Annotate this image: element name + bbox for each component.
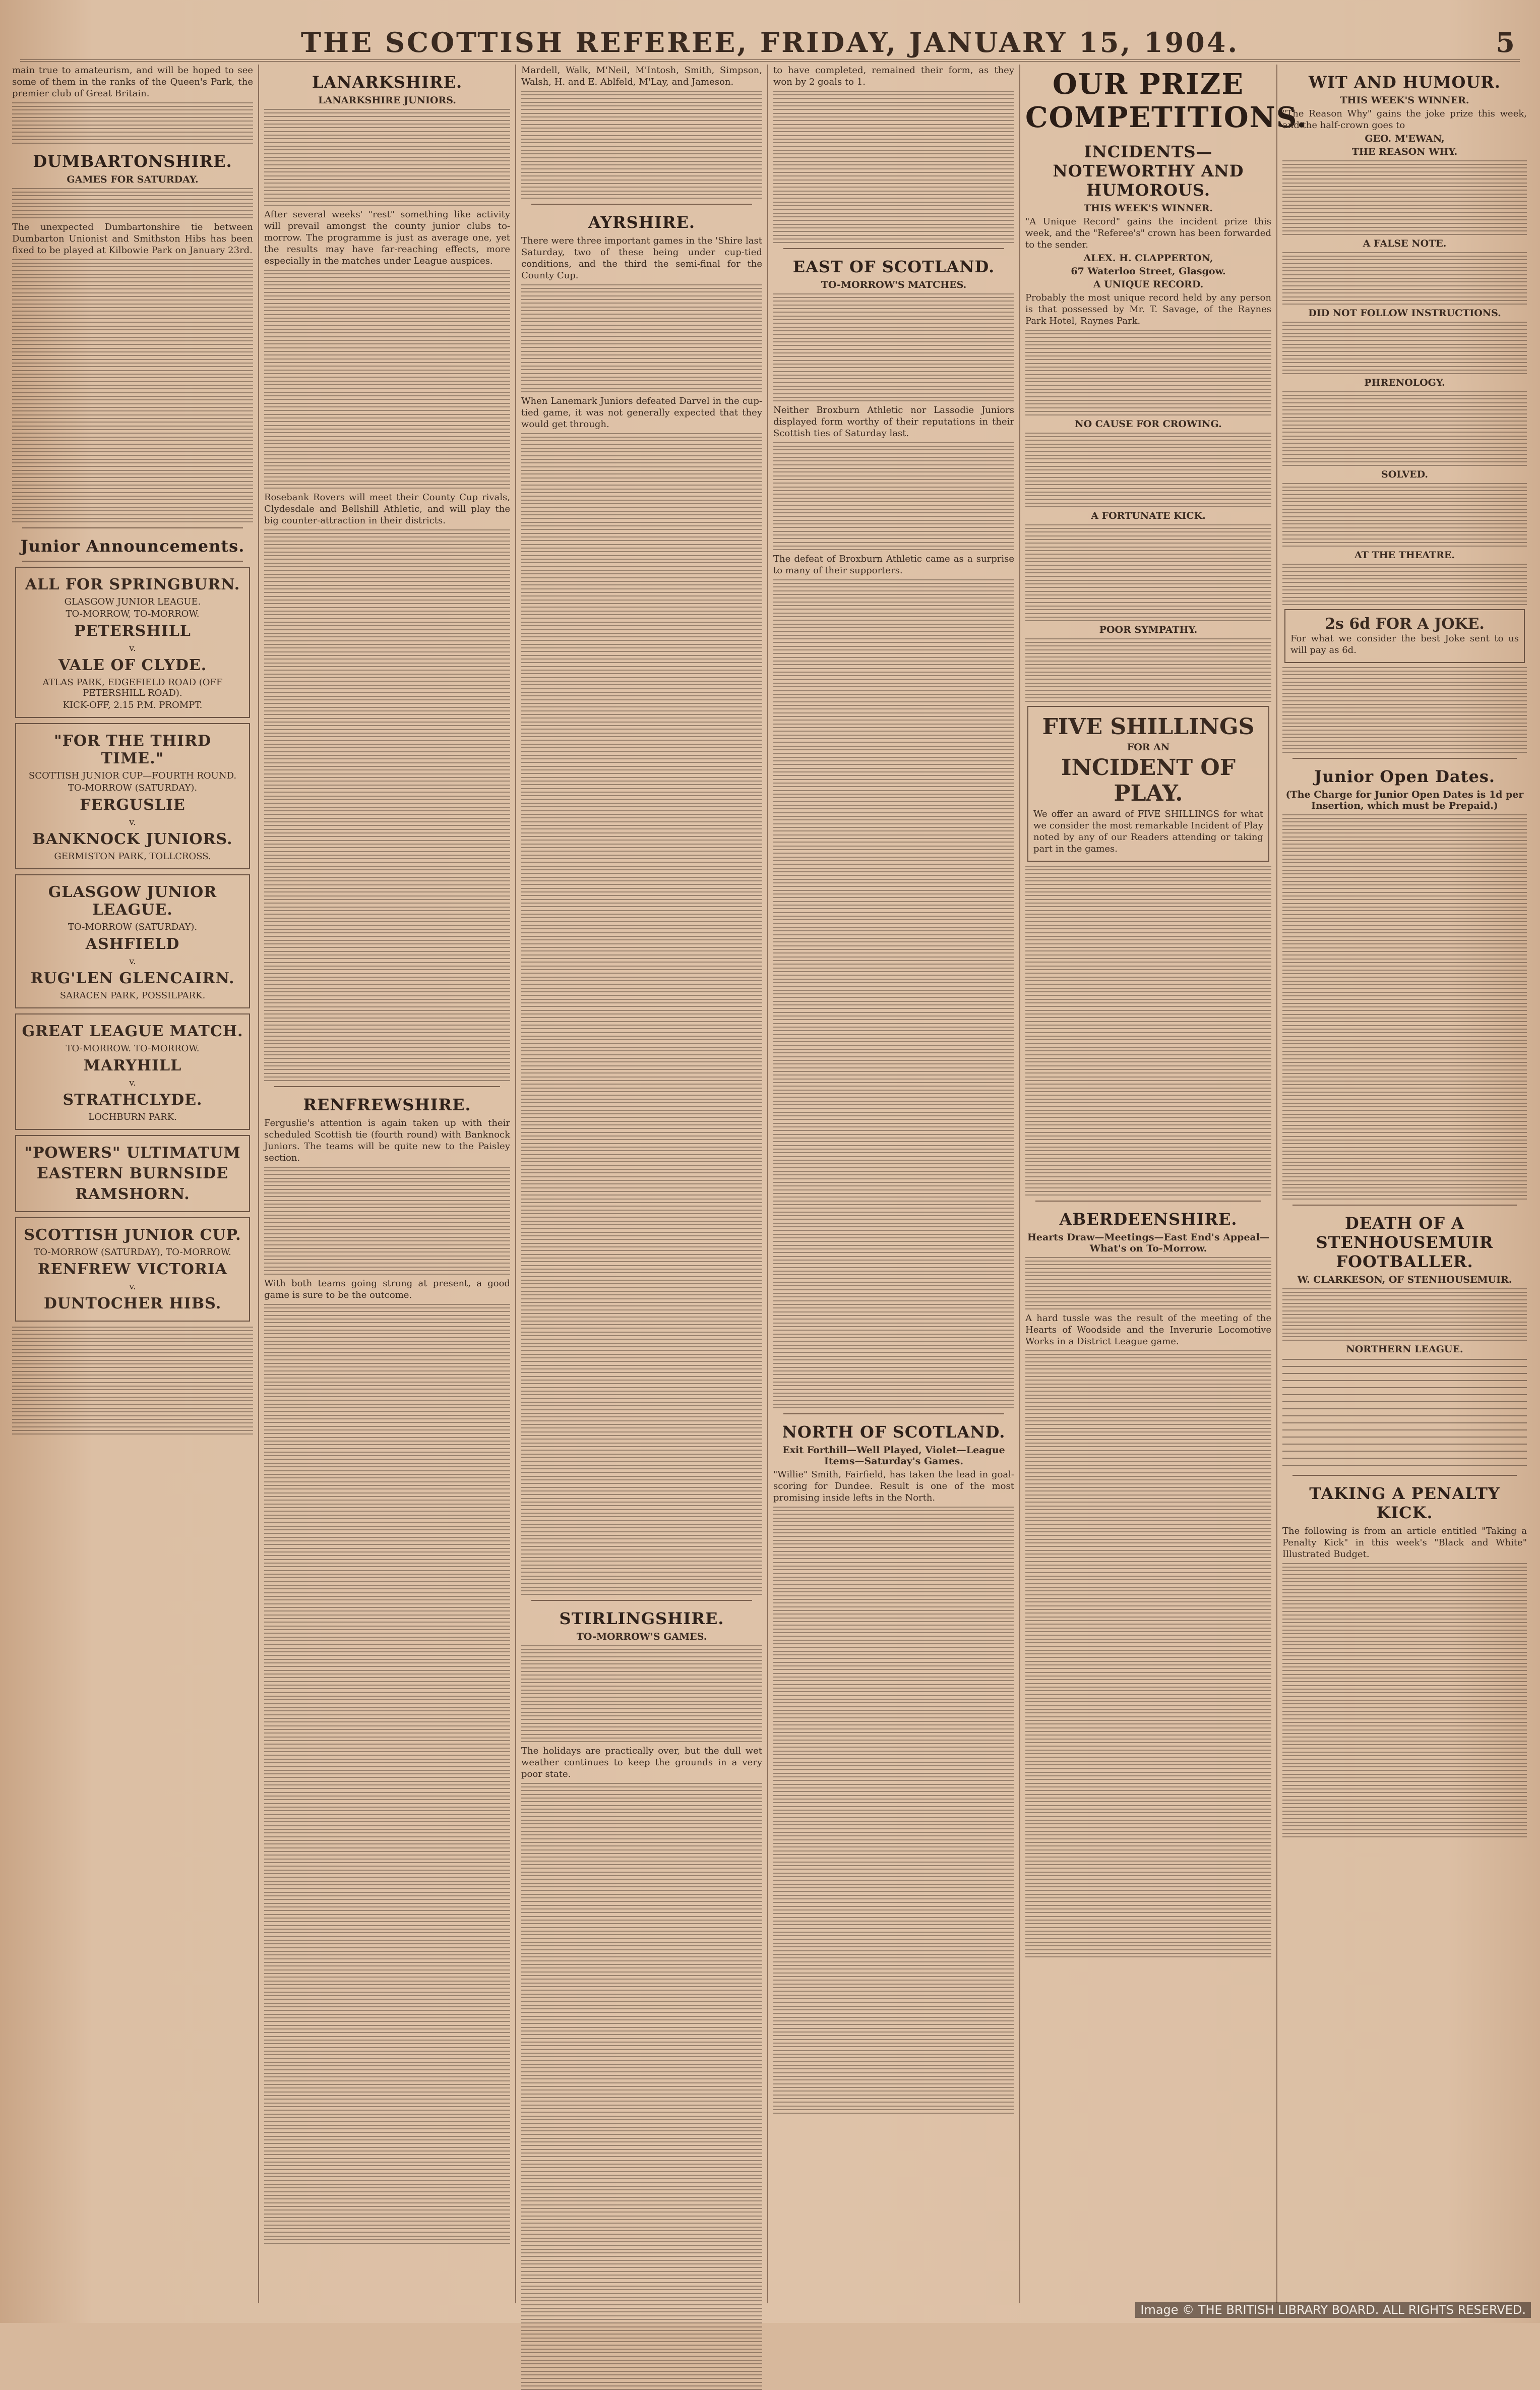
advert-line: TO-MORROW (SATURDAY). (68, 922, 198, 932)
subheading: THIS WEEK'S WINNER. (1083, 203, 1213, 214)
advert-team: MARYHILL (83, 1057, 182, 1074)
advert-venue: GERMISTON PARK, TOLLCROSS. (54, 851, 211, 862)
advert-versus: v. (129, 817, 136, 827)
winner-address: 67 Waterloo Street, Glasgow. (1071, 266, 1226, 277)
advert-line: TO-MORROW (SATURDAY), TO-MORROW. (34, 1247, 231, 1258)
subheading: SOLVED. (1381, 469, 1428, 480)
column-1 (7, 65, 259, 2303)
advert-scottish-junior-cup (15, 1217, 250, 1322)
article-text: Ferguslie's attention is again taken up with their scheduled Scottish tie (fourth round) with Banknock Juniors. The teams will be quite new to the Paisley section. (264, 1118, 510, 1163)
article-text: The unexpected Dumbartonshire tie between Dumbarton Unionist and Smithston Hibs has been fixed to be played at Kilbowie Park on January 23rd. (12, 222, 253, 256)
article-text: "The Reason Why" gains the joke prize this week, and the half-crown goes to (1282, 108, 1527, 131)
advert-kickoff: KICK-OFF, 2.15 P.M. PROMPT. (63, 700, 203, 710)
subheading: TO-MORROW'S MATCHES. (821, 279, 967, 290)
section-heading: AYRSHIRE. (588, 213, 696, 232)
advert-versus: v. (129, 1078, 136, 1088)
subheading: (The Charge for Junior Open Dates is 1d per Insertion, which must be Prepaid.) (1285, 789, 1524, 811)
advert-team: VALE OF CLYDE. (58, 656, 207, 674)
section-heading: WIT AND HUMOUR. (1309, 73, 1501, 92)
column-5 (1020, 65, 1308, 2303)
article-text: Mardell, Walk, M'Neil, M'Intosh, Smith, Simpson, Walsh, H. and E. Ablfeld, M'Lay, and Jameson. (521, 65, 762, 87)
advert-team: ASHFIELD (85, 935, 180, 953)
advert-springburn (15, 567, 250, 718)
section-heading: Junior Open Dates. (1314, 767, 1495, 786)
advert-team: RENFREW VICTORIA (37, 1261, 228, 1278)
advert-team: STRATHCLYDE. (63, 1091, 203, 1109)
advert-venue: ATLAS PARK, EDGEFIELD ROAD (OFF PETERSHILL ROAD). (42, 677, 223, 698)
subheading: NORTHERN LEAGUE. (1346, 1344, 1463, 1355)
subheading: NO CAUSE FOR CROWING. (1075, 419, 1222, 430)
article-text: "A Unique Record" gains the incident prize this week, and the "Referee's" crown has been forwarded to the sender. (1025, 216, 1271, 250)
advert-team: BANKNOCK JUNIORS. (32, 830, 233, 848)
article-text: There were three important games in the 'Shire last Saturday, two of these being under cup-tied conditions, and the third the semi-final for the County Cup. (521, 235, 762, 281)
advert-title: GLASGOW JUNIOR LEAGUE. (48, 883, 217, 919)
advert-line: TO-MORROW. TO-MORROW. (66, 1043, 200, 1054)
advert-team: RUG'LEN GLENCAIRN. (30, 970, 235, 987)
article-text: When Lanemark Juniors defeated Darvel in the cup-tied game, it was not generally expected that they would get through. (521, 396, 762, 430)
section-heading: INCIDENTS—NOTEWORTHY AND HUMOROUS. (1053, 142, 1244, 200)
advert-team: FERGUSLIE (80, 796, 186, 814)
article-text: A hard tussle was the result of the meeting of the Hearts of Woodside and the Inverurie Locomotive Works in a District League game. (1025, 1313, 1271, 1347)
advert-venue: SARACEN PARK, POSSILPARK. (59, 990, 206, 1001)
advert-powers (15, 1135, 250, 1212)
section-heading: LANARKSHIRE. (312, 73, 463, 92)
copyright-credit: Image © THE BRITISH LIBRARY BOARD. ALL RIGHTS RESERVED. (1135, 2302, 1531, 2318)
notice-title: INCIDENT OF PLAY. (1061, 755, 1236, 806)
prize-competitions-heading: OUR PRIZE COMPETITIONS. (1025, 68, 1308, 134)
subheading: POOR SYMPATHY. (1099, 624, 1198, 635)
subheading: A FALSE NOTE. (1363, 238, 1447, 249)
section-heading: TAKING A PENALTY KICK. (1309, 1484, 1500, 1522)
subheading: DID NOT FOLLOW INSTRUCTIONS. (1308, 308, 1501, 319)
masthead (20, 26, 1520, 62)
notice-title: 2s 6d FOR A JOKE. (1325, 615, 1485, 633)
page-number: 5 (1496, 26, 1515, 58)
advert-team: RAMSHORN. (75, 1185, 190, 1203)
article-text: The following is from an article entitled "Taking a Penalty Kick" in this week's "Black and White" Illustrated Budget. (1282, 1526, 1527, 1560)
subheading: TO-MORROW'S GAMES. (576, 1631, 707, 1642)
subheading: THIS WEEK'S WINNER. (1340, 95, 1469, 106)
advert-versus: v. (129, 1281, 136, 1292)
section-heading: NORTH OF SCOTLAND. (782, 1422, 1006, 1442)
section-heading: DEATH OF A STENHOUSEMUIR FOOTBALLER. (1316, 1214, 1494, 1271)
section-heading: STIRLINGSHIRE. (559, 1609, 724, 1628)
advert-third-time (15, 723, 250, 869)
article-text: The holidays are practically over, but the dull wet weather continues to keep the grounds in a very poor state. (521, 1746, 762, 1779)
advert-title: SCOTTISH JUNIOR CUP. (24, 1226, 241, 1244)
masthead-title: THE SCOTTISH REFEREE, FRIDAY, JANUARY 15, 1904. (300, 26, 1240, 58)
advert-team: EASTERN BURNSIDE (36, 1165, 229, 1182)
advert-line: TO-MORROW (SATURDAY). (68, 783, 198, 793)
notice-text: We offer an award of FIVE SHILLINGS for what we consider the most remarkable Incident of Play noted by any of our Readers attending or taking part in the games. (1033, 809, 1263, 854)
article-text: Neither Broxburn Athletic nor Lassodie Juniors displayed form worthy of their reputations in their Scottish ties of Saturday last. (773, 405, 1014, 439)
subheading: THE REASON WHY. (1351, 146, 1458, 157)
advert-line: TO-MORROW, TO-MORROW. (66, 609, 200, 619)
subheading: GAMES FOR SATURDAY. (67, 174, 199, 185)
article-text: to have completed, remained their form, as they won by 2 goals to 1. (773, 65, 1014, 87)
advert-versus: v. (129, 956, 136, 967)
joke-prize-notice (1284, 609, 1525, 663)
notice-title: FIVE SHILLINGS (1042, 714, 1255, 740)
subheading: LANARKSHIRE JUNIORS. (318, 95, 456, 106)
advert-title: "POWERS" ULTIMATUM (24, 1144, 241, 1162)
article-text: Rosebank Rovers will meet their County Cup rivals, Clydesdale and Bellshill Athletic, and will play the big counter-attraction in their districts. (264, 492, 510, 526)
league-table (1282, 1359, 1527, 1470)
article-text: The defeat of Broxburn Athletic came as a surprise to many of their supporters. (773, 554, 1014, 576)
advert-glasgow-junior-league (15, 874, 250, 1008)
subheading: A UNIQUE RECORD. (1093, 279, 1204, 290)
article-text: "Willie" Smith, Fairfield, has taken the lead in goal-scoring for Dundee. Result is one of the most promising inside lefts in the North. (773, 1469, 1014, 1503)
subheading: PHRENOLOGY. (1364, 377, 1445, 388)
article-text: main true to amateurism, and will be hoped to see some of them in the ranks of the Queen's Park, the premier club of Great Britain. (12, 65, 253, 99)
article-text: Probably the most unique record held by any person is that possessed by Mr. T. Savage, of the Raynes Park Hotel, Raynes Park. (1025, 292, 1271, 326)
five-shillings-notice (1027, 706, 1269, 862)
section-heading: ABERDEENSHIRE. (1059, 1210, 1238, 1229)
columns (7, 65, 1532, 2303)
column-6 (1277, 65, 1532, 2303)
winner-name: ALEX. H. CLAPPERTON, (1083, 253, 1213, 264)
advert-team: PETERSHILL (74, 622, 191, 640)
advert-title: ALL FOR SPRINGBURN. (25, 576, 240, 593)
subheading: AT THE THEATRE. (1354, 550, 1455, 561)
advert-versus: v. (129, 643, 136, 653)
subheading: Exit Forthill—Well Played, Violet—League Items—Saturday's Games. (782, 1445, 1005, 1467)
advert-line: GLASGOW JUNIOR LEAGUE. (64, 596, 201, 607)
column-2 (259, 65, 516, 2303)
advert-venue: LOCHBURN PARK. (88, 1112, 177, 1122)
section-heading: EAST OF SCOTLAND. (792, 257, 995, 276)
advert-great-league-match (15, 1013, 250, 1130)
advert-title: GREAT LEAGUE MATCH. (22, 1023, 243, 1040)
advert-team: DUNTOCHER HIBS. (43, 1295, 222, 1312)
subheading: Hearts Draw—Meetings—East End's Appeal—What's on To-Morrow. (1027, 1232, 1270, 1254)
section-heading: RENFREWSHIRE. (303, 1095, 471, 1114)
advert-line: SCOTTISH JUNIOR CUP—FOURTH ROUND. (28, 770, 237, 781)
article-text: After several weeks' "rest" something like activity will prevail amongst the county junior clubs to-morrow. The programme is just as average one, yet the results may have far-reaching effects, more especially in the matches under League auspices. (264, 209, 510, 266)
section-heading: DUMBARTONSHIRE. (33, 152, 232, 171)
advert-title: "FOR THE THIRD TIME." (53, 732, 212, 767)
article-text: With both teams going strong at present, a good game is sure to be the outcome. (264, 1278, 510, 1300)
notice-text: For what we consider the best Joke sent to us will pay as 6d. (1290, 633, 1519, 655)
winner-name: GEO. M'EWAN, (1365, 133, 1445, 144)
column-4 (768, 65, 1020, 2303)
column-3 (516, 65, 768, 2303)
notice-line: FOR AN (1127, 742, 1170, 753)
subheading: W. CLARKESON, OF STENHOUSEMUIR. (1297, 1274, 1512, 1285)
subheading: A FORTUNATE KICK. (1091, 510, 1206, 521)
section-heading: Junior Announcements. (20, 536, 245, 556)
